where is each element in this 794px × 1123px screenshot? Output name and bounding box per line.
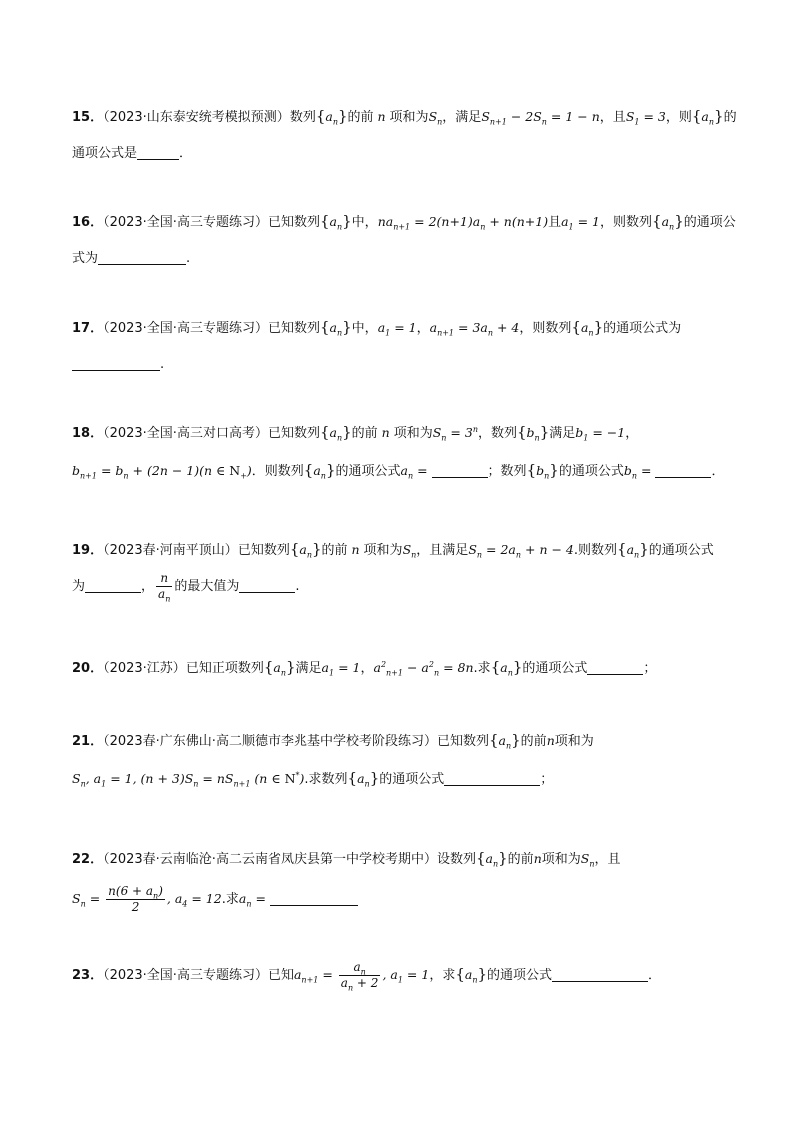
question-number: 19．: [72, 543, 104, 558]
answer-blank[interactable]: [587, 660, 643, 675]
question-source: （2023春·河南平顶山）: [103, 543, 238, 558]
question-number: 15．: [72, 110, 104, 125]
question-source: （2023春·广东佛山·高二顺德市李兆基中学校考阶段练习）: [103, 734, 437, 749]
answer-blank[interactable]: [444, 771, 540, 786]
answer-blank[interactable]: [552, 967, 648, 982]
answer-blank[interactable]: [85, 578, 141, 593]
question-source: （2023春·云南临沧·高二云南省凤庆县第一中学校考期中）: [103, 852, 437, 867]
answer-blank[interactable]: [239, 578, 295, 593]
answer-blank[interactable]: [655, 463, 711, 478]
answer-blank[interactable]: [137, 145, 179, 160]
question-18: 18．（2023·全国·高三对口高考）已知数列$\{a_n\}$的前 n 项和为$S_n = 3^n$，数列$\{b_n\}$满足$b_1 = -1$， $b_{n+1} = b_n + (2n - 1)(n$ ∈ $N_+$)．则数列$\{a_n\}$的通项公式$a_n$ = ；数列$\{b_n\}$的通项公式$b_n$ = ．: [72, 423, 725, 481]
question-number: 17．: [72, 321, 104, 336]
question-source: （2023·山东泰安统考模拟预测）: [103, 110, 290, 125]
fraction: $\frac{n(6 + a_n)}{2}$: [108, 884, 163, 914]
question-source: （2023·全国·高三对口高考）: [103, 426, 268, 441]
question-source: （2023·全国·高三专题练习）: [103, 321, 268, 336]
fraction: $\frac{a_n}{a_n + 2}$: [340, 960, 379, 993]
question-22: 22．（2023春·云南临沧·高二云南省凤庆县第一中学校考期中）设数列$\{a_n\}$的前n项和为$S_n$，且 $S_n$ = $\frac{n(6 + a_n)}{2}$ , $a_4 = 12$.求$a_n$ =: [72, 849, 621, 914]
question-source: （2023·江苏）: [103, 661, 186, 676]
question-21: 21．（2023春·广东佛山·高二顺德市李兆基中学校考阶段练习）已知数列$\{a_n\}$的前n项和为 $S_n$, $a_1 = 1$, $(n + 3)S_n = nS_{n+1}$ (n ∈ N*).求数列$\{a_n\}$的通项公式 ；: [72, 731, 594, 789]
question-number: 21．: [72, 734, 104, 749]
question-23: 23．（2023·全国·高三专题练习）已知$a_{n+1}$ = $\frac{a_n}{a_n + 2}$ , $a_1 = 1$，求$\{a_n\}$的通项公式 ．: [72, 960, 662, 993]
question-number: 23．: [72, 968, 104, 983]
question-19: 19．（2023春·河南平顶山）已知数列$\{a_n\}$的前 n 项和为$S_n$，且满足$S_n = 2a_n + n - 4$.则数列$\{a_n\}$的通项公式 为 ， $\frac{n}{a_n}$ 的最大值为 .: [72, 540, 714, 604]
question-16: 16．（2023·全国·高三专题练习）已知数列$\{a_n\}$中，$na_{n+1} = 2(n+1)a_n + n(n+1)$且$a_1 = 1$，则数列$\{a_n\}$的通项公 式为 .: [72, 212, 736, 266]
question-source: （2023·全国·高三专题练习）: [103, 215, 268, 230]
question-number: 20．: [72, 661, 104, 676]
question-17: 17．（2023·全国·高三专题练习）已知数列$\{a_n\}$中，$a_1 = 1$，$a_{n+1} = 3a_n + 4$，则数列$\{a_n\}$的通项公式为 .: [72, 318, 682, 372]
answer-blank[interactable]: [270, 891, 358, 906]
fraction: $\frac{n}{a_n}$: [158, 571, 171, 604]
answer-blank[interactable]: [432, 463, 488, 478]
answer-blank[interactable]: [98, 250, 186, 265]
question-15: 15．（2023·山东泰安统考模拟预测）数列$\{a_n\}$的前 n 项和为$S_n$，满足$S_{n+1} - 2S_n = 1 - n$，且$S_1 = 3$，则$\{a_n\}$的 通项公式是 ．: [72, 107, 737, 161]
question-number: 22．: [72, 852, 104, 867]
question-number: 16．: [72, 215, 104, 230]
question-20: 20．（2023·江苏）已知正项数列$\{a_n\}$满足$a_1 = 1$，$a^2_{n+1} - a^2_n = 8n$.求$\{a_n\}$的通项公式 ；: [72, 658, 657, 678]
question-number: 18．: [72, 426, 104, 441]
question-source: （2023·全国·高三专题练习）: [103, 968, 268, 983]
answer-blank[interactable]: [72, 356, 160, 371]
